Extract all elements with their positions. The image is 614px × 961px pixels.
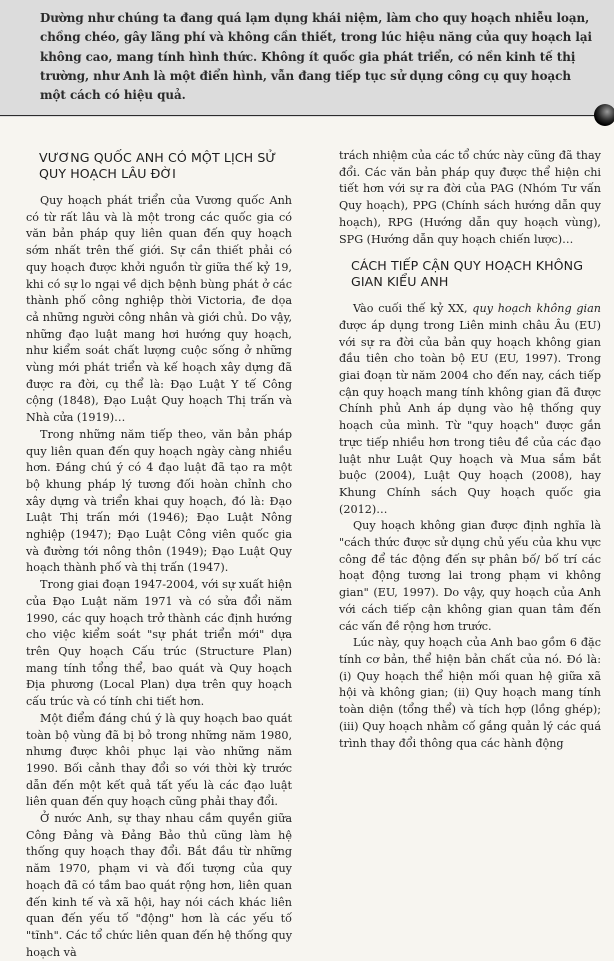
paragraph: Ở nước Anh, sự thay nhau cầm quyền giữa Công Đảng và Đảng Bảo thủ cũng làm hệ thống quy hoạch thay đổi. Bắt đầu từ những năm 1970, phạm vi và đối tượng của quy hoạch đã có tầm bao quát rộng hơn, liên quan đến kinh tế và xã hội, hay nói cách khác liên quan đến yếu tố "động" hơn là các yếu tố "tĩnh". Các tổ chức liên quan đến hệ thống quy hoạch và	[26, 812, 293, 959]
emphasis: quy hoạch không gian	[472, 302, 601, 316]
paragraph: Quy hoạch không gian được định nghĩa là "cách thức được sử dụng chủ yếu của khu vực công để tác động đến sự phân bố/ bố trí các hoạt động tương lai trong phạm vi không gian" (EU, 1997). Do vậy, quy hoạch của Anh với cách tiếp cận không gian quan tâm đến các vấn đề rộng hơn trước.	[339, 519, 601, 633]
text-run: được áp dụng trong Liên minh châu Âu (EU) với sự ra đời của bản quy hoạch không gian đầu tiên cho toàn bộ EU (EU, 1997). Trong giai đoạn từ năm 2004 cho đến nay, cách tiếp cận quy hoạch mang tính không gian đã được Chính phủ Anh áp dụng vào hệ thống quy hoạch của mình. Từ "quy hoạch" được gắn trực tiếp nhiều hơn trong tiêu đề của các đạo luật như Luật Quy hoạch và Mua sắm bắt buộc (2004), Luật Quy hoạch (2008), hay Khung Chính sách Quy hoạch quốc gia (2012)…	[339, 318, 601, 516]
paragraph: Trong giai đoạn 1947-2004, với sự xuất hiện của Đạo Luật năm 1971 và có sửa đổi năm 1990, các quy hoạch trở thành các định hướng cho việc kiểm soát "sự phát triển mới" dựa trên Quy hoạch Cấu trúc (Structure Plan) mang tính tổng thể, bao quát và Quy hoạch Địa phương (Local Plan) dựa trên quy hoạch cấu trúc và có tính chi tiết hơn.	[26, 578, 292, 709]
lead-box	[0, 0, 614, 117]
left-column	[26, 140, 292, 961]
paragraph: Quy hoạch phát triển của Vương quốc Anh có từ rất lâu và là một trong các quốc gia có văn bản pháp quy liên quan đến quy hoạch sớm nhất trên thế giới. Sự cần thiết phải có quy hoạch được khởi nguồn từ giữa thế kỷ 19, khi có sự lo ngại về dịch bệnh bùng phát ở các thành phố công nghiệp thời Victoria, đe dọa cả những người công nhân và giới chủ. Do vậy, những đạo luật mang hơi hướng quy hoạch, như kiểm soát chất lượng cuộc sống ở những vùng mới phát triển và kế hoạch xây dựng đã được ra đời, cụ thể là: Đạo Luật Y tế Công cộng (1848), Đạo Luật Quy hoạch Thị trấn và Nhà cửa (1919)…	[26, 194, 292, 425]
paragraph	[339, 301, 601, 518]
section-heading-history: VƯƠNG QUỐC ANH CÓ MỘT LỊCH SỬ QUY HOẠCH LÂU ĐỜI	[39, 150, 277, 181]
text-run: Vào cuối thế kỷ XX,	[353, 302, 473, 316]
section-heading-spatial: CÁCH TIẾP CẬN QUY HOẠCH KHÔNG GIAN KIỂU ANH	[351, 258, 584, 289]
lead-paragraph: Dường như chúng ta đang quá lạm dụng khái niệm, làm cho quy hoạch nhiễu loạn, chồng chéo, gây lãng phí và không cần thiết, trong lúc hiệu năng của quy hoạch lại không cao, mang tính hình thức. Không ít quốc gia phát triển, có nền kinh tế thị trường, như Anh là một điển hình, vẫn đang tiếp tục sử dụng công cụ quy hoạch một cách có hiệu quả.	[40, 11, 592, 103]
paragraph: Lúc này, quy hoạch của Anh bao gồm 6 đặc tính cơ bản, thể hiện bản chất của nó. Đó là: (i) Quy hoạch thể hiện mối quan hệ giữa xã hội và không gian; (ii) Quy hoạch mang tính toàn diện (tổng thể) và tích hợp (lồng ghép); (iii) Quy hoạch nhằm cố gắng quản lý các quá trình thay đổi thông qua các hành động	[339, 636, 601, 750]
header-rule	[0, 115, 600, 116]
paragraph: Trong những năm tiếp theo, văn bản pháp quy liên quan đến quy hoạch ngày càng nhiều hơn. Đáng chú ý có 4 đạo luật đã tạo ra một bộ khung pháp lý tương đối hoàn chỉnh cho xây dựng và triển khai quy hoạch, đó là: Đạo Luật Thị trấn mới (1946); Đạo Luật Nông nghiệp (1947); Đạo Luật Công viên quốc gia và đường tới nông thôn (1949); Đạo Luật Quy hoạch thành phố và thị trấn (1947).	[26, 427, 292, 575]
bullet-dot-icon	[594, 104, 614, 126]
right-column	[339, 148, 601, 752]
paragraph: trách nhiệm của các tổ chức này cũng đã thay đổi. Các văn bản pháp quy được thể hiện chi tiết hơn với sự ra đời của PAG (Nhóm Tư vấn Quy hoạch), PPG (Chính sách hướng dẫn quy hoạch), RPG (Hướng dẫn quy hoạch vùng), SPG (Hướng dẫn quy hoạch chiến lược)…	[339, 149, 601, 246]
paragraph: Một điểm đáng chú ý là quy hoạch bao quát toàn bộ vùng đã bị bỏ trong những năm 1980, nhưng được khôi phục lại vào những năm 1990. Bối cảnh thay đổi so với thời kỳ trước dẫn đến một kết quả tất yếu là các đạo luật liên quan đến quy hoạch cũng phải thay đổi.	[26, 711, 292, 809]
